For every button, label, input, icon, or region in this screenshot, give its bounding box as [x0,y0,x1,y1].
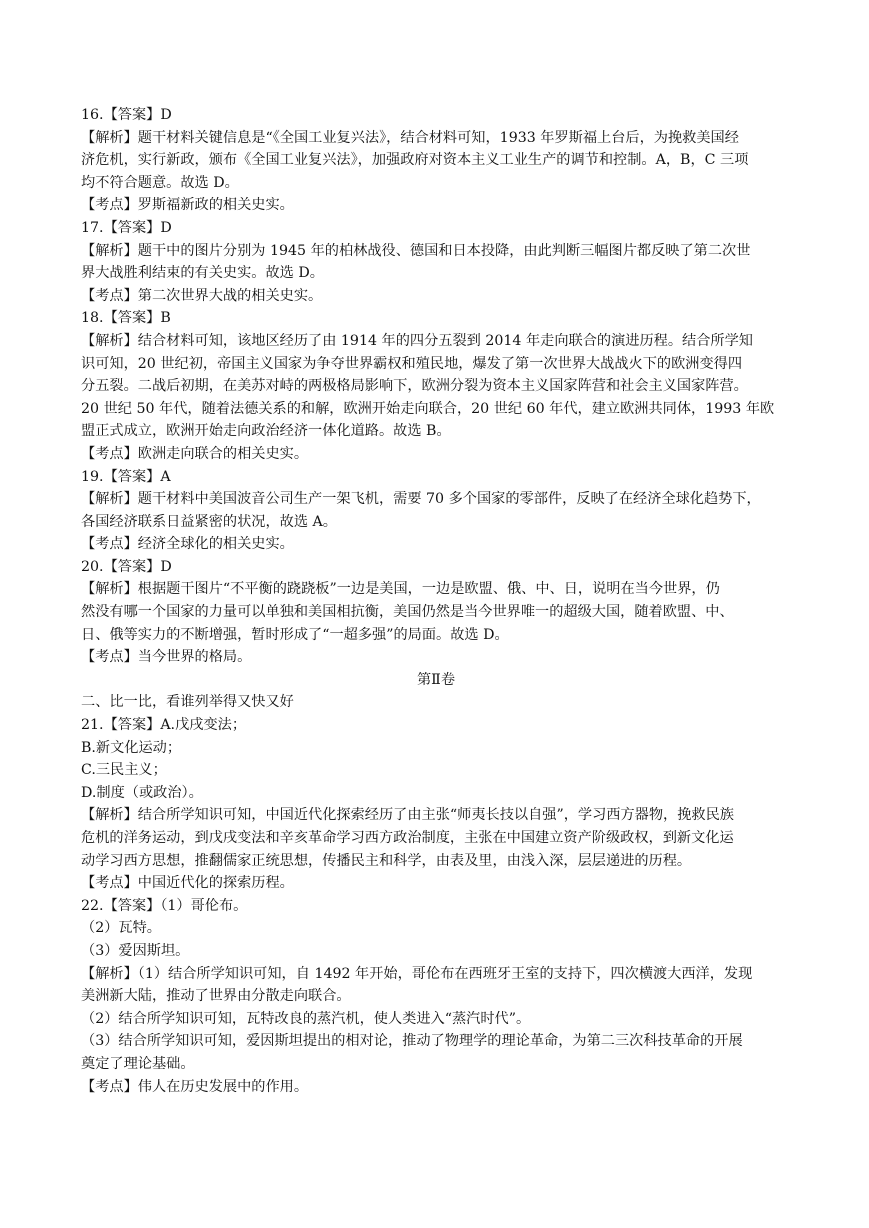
q20-point: 【考点】当今世界的格局。 [81,649,252,666]
q16-analysis-line-2: 济危机，实行新政，颁布《全国工业复兴法》，加强政府对资本主义工业生产的调节和控制。A，B，C 三项 [81,152,749,169]
q22-answer-3: （3）爱因斯坦。 [81,942,190,959]
q21-answer-d: D.制度（或政治）。 [81,784,203,801]
q22-answer-1: 22.【答案】（1）哥伦布。 [81,897,248,914]
q21-analysis-line-2: 危机的洋务运动，到戊戌变法和辛亥革命学习西方政治制度，主张在中国建立资产阶级政权，到新文化运 [81,830,734,846]
q22-answer-2: （2）瓦特。 [81,920,161,937]
q17-analysis-line-2: 界大战胜利结束的有关史实。故选 D。 [81,265,324,282]
q20-answer: 20.【答案】D [81,558,172,575]
q18-analysis-line-1: 【解析】结合材料可知，该地区经历了由 1914 年的四分五裂到 2014 年走向联合的演进历程。结合所学知 [81,332,753,349]
q16-answer: 16.【答案】D [81,107,172,123]
q22-analysis-line-1: 【解析】（1）结合所学知识可知，自 1492 年开始，哥伦布在西班牙王室的支持下，四次横渡大西洋，发现 [81,965,753,982]
q22-analysis-line-4: （3）结合所学知识可知，爱因斯坦提出的相对论，推动了物理学的理论革命，为第二三次科技革命的开展 [81,1033,743,1050]
q18-point: 【考点】欧洲走向联合的相关史实。 [81,445,309,462]
q17-point: 【考点】第二次世界大战的相关史实。 [81,287,323,304]
volume-ii-heading: 第Ⅱ卷 [416,671,456,688]
q20-analysis-line-2: 然没有哪一个国家的力量可以单独和美国相抗衡，美国仍然是当今世界唯一的超级大国，随着欧盟、中、 [81,604,734,621]
q21-answer: 21.【答案】A.戊戌变法； [81,717,247,734]
q16-analysis-line-1: 【解析】题干材料关键信息是“《全国工业复兴法》，结合材料可知，1933 年罗斯福上台后，为挽救美国经 [81,129,739,146]
q17-analysis-line-1: 【解析】题干中的图片分别为 1945 年的柏林战役、德国和日本投降，由此判断三幅图片都反映了第二次世 [81,242,751,259]
q18-analysis-line-4: 20 世纪 50 年代，随着法德关系的和解，欧洲开始走向联合，20 世纪 60 年代，建立欧洲共同体，1993 年欧 [81,400,775,417]
answer-page [81,104,791,1098]
q22-point: 【考点】伟人在历史发展中的作用。 [81,1078,309,1095]
q22-analysis-line-3: （2）结合所学知识可知，瓦特改良的蒸汽机，使人类进入“蒸汽时代”。 [81,1010,531,1027]
q21-analysis-line-3: 动学习西方思想，推翻儒家正统思想，传播民主和科学，由表及里，由浅入深，层层递进的历程。 [81,852,692,869]
q22-analysis-line-5: 奠定了理论基础。 [81,1055,195,1072]
q21-point: 【考点】中国近代化的探索历程。 [81,875,294,892]
q18-analysis-line-3: 分五裂。二战后初期，在美苏对峙的两极格局影响下，欧洲分裂为资本主义国家阵营和社会主义国家阵营。 [81,378,748,395]
q21-analysis-line-1: 【解析】结合所学知识可知，中国近代化探索经历了由主张“师夷长技以自强”，学习西方器物，挽救民族 [81,807,734,824]
q18-analysis-line-2: 识可知，20 世纪初，帝国主义国家为争夺世界霸权和殖民地，爆发了第一次世界大战战火下的欧洲变得四 [81,355,743,372]
q17-answer: 17.【答案】D [81,219,172,236]
section-2-heading: 二、比一比，看谁列举得又快又好 [81,694,294,711]
q16-analysis-line-3: 均不符合题意。故选 D。 [81,174,239,191]
q19-analysis-line-1: 【解析】题干材料中美国波音公司生产一架飞机，需要 70 多个国家的零部件，反映了在经济全球化趋势下， [81,491,761,508]
q19-answer: 19.【答案】A [81,468,171,485]
q22-analysis-line-2: 美洲新大陆，推动了世界由分散走向联合。 [81,988,351,1005]
q19-analysis-line-2: 各国经济联系日益紧密的状况，故选 A。 [81,513,337,530]
q18-analysis-line-5: 盟正式成立，欧洲开始走向政治经济一体化道路。故选 B。 [81,423,451,440]
q20-analysis-line-1: 【解析】根据题干图片“不平衡的跷跷板”一边是美国，一边是欧盟、俄、中、日，说明在当今世界，仍 [81,581,720,598]
q20-analysis-line-3: 日、俄等实力的不断增强，暂时形成了“一超多强”的局面。故选 D。 [81,626,509,643]
q21-answer-b: B.新文化运动； [81,739,182,756]
q16-point: 【考点】罗斯福新政的相关史实。 [81,197,294,214]
q19-point: 【考点】经济全球化的相关史实。 [81,536,294,553]
q21-answer-c: C.三民主义； [81,762,167,779]
q18-answer: 18.【答案】B [81,310,171,327]
